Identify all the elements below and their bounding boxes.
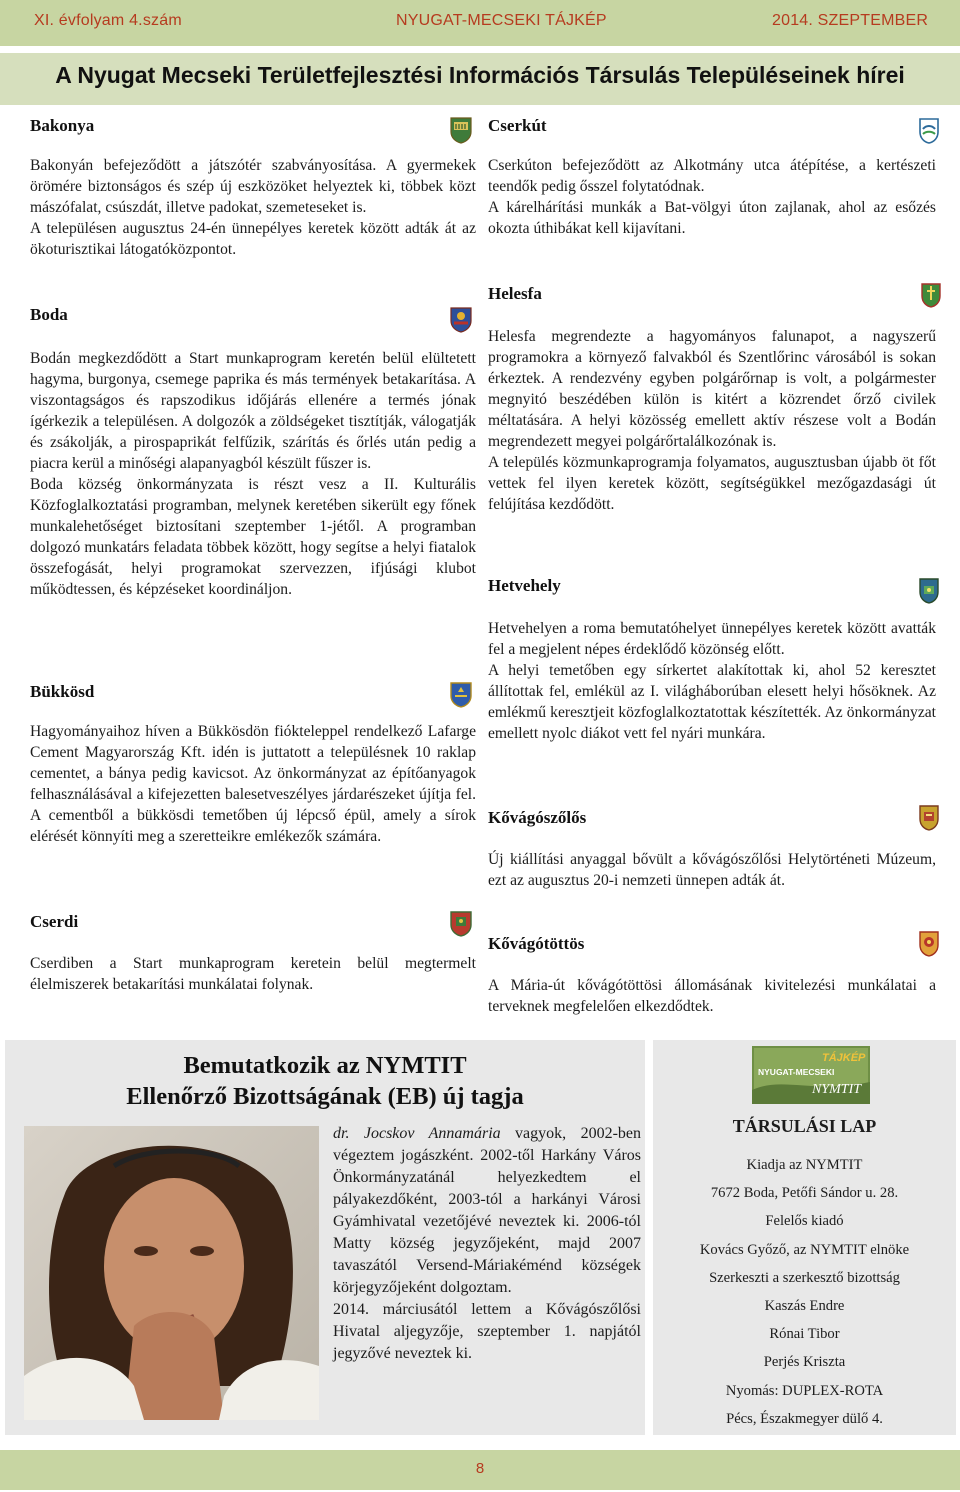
paragraph: A kárelhárítási munkák a Bat-völgyi úton zajlanak, ahol az esőzés okozta úthibákat kell kijavítani. [488,199,936,237]
eb-title-line-1: Bemutatkozik az NYMTIT [183,1052,467,1079]
impressum-line: 7672 Boda, Petőfi Sándor u. 28. [710,1185,899,1202]
eb-title-line-2: Ellenőrző Bizottságának (EB) új tagja [126,1083,524,1110]
impressum-lines [653,1156,956,1438]
eb-bio [333,1123,641,1365]
publication-name: NYUGAT-MECSEKI TÁJKÉP [396,12,607,29]
section-title: Bükkösd [30,682,95,701]
section-cserkut [488,116,936,239]
impressum-line: Perjés Kriszta [763,1354,846,1371]
kovagotottos-crest-icon [918,929,940,957]
paragraph: Bakonyán befejeződött a játszótér szabványosítása. A gyermekek örömére biztonságos és szép új eszközöket helyeztek ki, többek közt mászófalat, csúszdát, illetve padokat, szemeteseket is. [30,157,476,216]
section-bukkosd [30,682,476,847]
boda-crest-icon [450,305,472,333]
kovagoszolos-crest-icon [918,803,940,831]
paragraph: Bodán megkezdődött a Start munkaprogram keretén belül elültetett hagyma, burgonya, csemege paprika és más termények betakarítása. A viszontagságos és rapszodikus időjárás ellenére a termés jónak ígérkezik a településen. A dolgozók a zöldségeket tisztítják, válogatják és zsákolják, a pirospaprikát felfűzik, szárítás és őrlés után pedig a piacra kerül a minőségi alapanyagból készült fűszer is. [30,350,476,472]
paragraph: Új kiállítási anyaggal bővült a kővágószőlősi Helytörténeti Múzeum, ezt az augusztus 20-i nemzeti ünnepen adták át. [488,851,936,889]
impressum-line: Kaszás Endre [764,1297,845,1314]
section-boda [30,305,476,600]
section-title: Hetvehely [488,576,561,595]
bio-name: dr. Jocskov Annamária [333,1125,501,1142]
bio-paragraph: 2014. márciusától lettem a Kővágószőlősi Hivatal aljegyzője, szeptember 1. napjától jegyzővé neveztek ki. [333,1301,641,1362]
impressum-line: Pécs, Északmegyer dülő 4. [726,1410,883,1427]
paragraph: Cserkúton befejeződött az Alkotmány utca átépítése, a kertészeti teendők pedig ősszel folytatódnak. [488,157,936,195]
paragraph: A helyi temetőben egy sírkertet alakítottak ki, ahol 52 keresztet állítottak fel, emlékül az I. világháborúban elesett helyi hősöknek. Az emlékmű keresztjeit közfoglalkoztatottak készítették. Az önkormányzat emellett nyolc diákot vett fel nyári munkára. [488,662,936,742]
section-bakonya [30,116,476,260]
section-title: Kővágószőlős [488,808,587,827]
cserdi-crest-icon [450,909,472,937]
bukkosd-crest-icon [450,680,472,708]
portrait-photo [24,1126,319,1420]
impressum-line: Kiadja az NYMTIT [746,1157,863,1173]
bio-paragraph [333,1123,641,1299]
section-title: Cserdi [30,912,79,931]
paragraph: Boda község önkormányzata is részt vesz a II. Kulturális Közfoglalkoztatási programban, melynek keretében sikerült egy főnek munkalehetőséget biztosítani szeptember 1-jétől. A programban dolgozó munkatárs feladata többek között, hogy segítse a helyi fiatalok összefogását, helyi programokat szervezzen, ifjúsági klubot működtessen, és képzéseket koordináljon. [30,476,476,598]
section-title: Kővágótöttös [488,934,585,953]
impressum-line: Kovács Győző, az NYMTIT elnöke [699,1241,910,1258]
paragraph: A településen augusztus 24-én ünnepélyes keretek között adták át az ökoturisztikai látogatóközpontot. [30,220,476,258]
helesfa-crest-icon [920,280,942,308]
impressum-line: Nyomás: DUPLEX-ROTA [725,1382,884,1399]
hetvehely-crest-icon [918,576,940,604]
header-band [0,0,960,46]
page-title: A Nyugat Mecseki Területfejlesztési Információs Társulás Településeinek hírei [55,62,905,88]
impressum-line: Felelős kiadó [765,1213,844,1230]
bakonya-crest-icon [450,116,472,144]
section-kovagotottos [488,934,936,1017]
tajkep-logo [752,1046,870,1104]
impressum-line: Szerkeszti a szerkesztő bizottság [709,1269,900,1286]
bio-text: vagyok, 2002-ben végeztem jogászként. 2002-től Harkány Város Önkormányzatánál helyezkedtem el pályakezdőként, 2003-tól a harkányi Városi Gyámhivatal vezetőjévé neveztek ki. 2006-tól Matty község jegyzőjeként, majd 2007 tavaszától Versend-Máriakéménd községek körjegyzőjeként dolgoztam. [333,1125,642,1296]
impressum-line: Rónai Tibor [769,1326,840,1343]
section-title: Boda [30,305,68,324]
paragraph: Cserdiben a Start munkaprogram keretein belül megtermelt élelmiszerek betakarítási munkálatai folynak. [30,955,476,993]
paragraph: Hetvehelyen a roma bemutatóhelyet ünnepélyes keretek között avatták fel a megjelent népes érdeklődő közönség előtt. [488,620,936,658]
issue-label: XI. évfolyam 4.szám [34,12,182,29]
section-title: Bakonya [30,116,95,135]
logo-word-nymtit: NYMTIT [812,1082,862,1097]
section-title: Helesfa [488,284,542,303]
paragraph: A település közmunkaprogramja folyamatos, augusztusban újabb öt főt vettek fel ilyen keretek között, segítségükkel mezőgazdasági út felújítása kezdődött. [488,454,936,513]
section-title: Cserkút [488,116,547,135]
section-helesfa [488,284,936,515]
paragraph: Helesfa megrendezte a hagyományos falunapot, a nagyszerű programokra a környező falvakból és Szentlőrinc városából is sokan érkeztek. A rendezvény egyben polgárőrnap is volt, a polgármester megnyitó beszédében külön is kitért a közrendet őrző civilek méltatására. A helyi közösség emellett aktív részese volt a Bodán megrendezett megyei polgárőrtalálkozónak is. [488,328,936,450]
section-hetvehely [488,576,936,744]
impressum-title: TÁRSULÁSI LAP [732,1116,877,1136]
page-number: 8 [475,1460,485,1477]
eb-title [5,1050,645,1112]
logo-word-region: NYUGAT-MECSEKI [758,1067,835,1077]
cserkut-crest-icon [918,116,940,144]
logo-word-tajkep: TÁJKÉP [822,1052,866,1064]
section-kovagoszolos [488,808,936,891]
section-cserdi [30,912,476,995]
paragraph: Hagyományaihoz híven a Bükkösdön fiókteleppel rendelkező Lafarge Cement Magyarország Kft. idén is juttatott a településnek 10 raklap cementet, a bánya pedig kavicsot. Az önkormányzat az építőanyagok felhasználásával a kifejezetten balesetveszélyes járdarészeket újítja fel. A cementből a bükkösdi temetőben új lépcső épül, amely a sírok elérését könnyíti meg a szeretteikre emlékezők számára. [30,723,476,845]
issue-date: 2014. SZEPTEMBER [772,12,929,29]
paragraph: A Mária-út kővágótöttösi állomásának kivitelezési munkálatai a terveknek megfelelően elkezdődtek. [488,977,936,1015]
